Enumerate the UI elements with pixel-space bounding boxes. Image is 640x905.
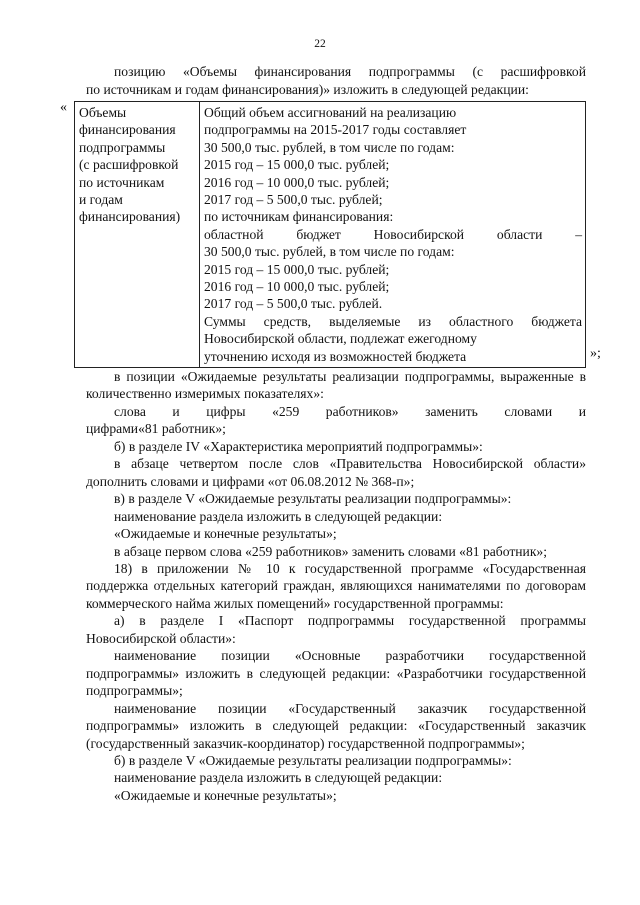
paragraph-section-name: наименование раздела изложить в следующей редакции: <box>114 508 443 524</box>
value-line: 30 500,0 тыс. рублей, в том числе по годам: <box>204 139 455 155</box>
intro-line-2: по источникам и годам финансирования)» изложить в следующей редакции: <box>86 81 529 97</box>
paragraph-expected-final-results: «Ожидаемые и конечные результаты»; <box>114 526 337 542</box>
paragraph-fourth-abzats: в абзаце четвертом после слов «Правительства Новосибирской области» дополнить словами и цифрами «от 06.08.2012 № 368-п»; <box>86 456 586 489</box>
label-line: (с расшифровкой <box>79 157 179 173</box>
label-line: подпрограммы <box>79 139 166 155</box>
label-line: и годам <box>79 192 123 208</box>
intro-paragraph <box>86 63 586 98</box>
label-line: Объемы <box>79 105 127 120</box>
value-line: 2017 год – 5 500,0 тыс. рублей. <box>204 296 383 312</box>
paragraph-section-v: в) в разделе V «Ожидаемые результаты реализации подпрограммы»: <box>114 491 512 507</box>
paragraph-section-v-2: б) в разделе V «Ожидаемые результаты реализации подпрограммы»: <box>114 752 512 768</box>
value-line: подпрограммы на 2015-2017 годы составляет <box>204 122 467 138</box>
value-line: 2015 год – 15 000,0 тыс. рублей; <box>204 261 390 277</box>
paragraph-expected-final-results-2: «Ожидаемые и конечные результаты»; <box>114 787 337 803</box>
paragraph-first-abzats: в абзаце первом слова «259 работников» заменить словами «81 работник»; <box>114 543 548 559</box>
opening-quote: « <box>60 100 67 115</box>
value-line: по источникам финансирования: <box>204 209 394 225</box>
page-number: 22 <box>314 38 326 50</box>
paragraph-section-i: а) в разделе I «Паспорт подпрограммы государственной программы Новосибирской области»: <box>86 613 586 646</box>
label-line: финансирования) <box>79 209 181 225</box>
paragraph-customer-position: наименование позиции «Государственный заказчик государственной подпрограммы» изложить в следующей редакции: «Государственный заказчик (государственный заказчик-координатор) государственной подпрограммы»; <box>86 700 586 751</box>
value-line: уточнению исходя из возможностей бюджета <box>204 348 467 364</box>
financing-table-label-cell <box>75 102 200 368</box>
paragraph-replace-words-line-1: слова и цифры «259 работников» заменить словами и <box>114 403 586 419</box>
paragraph-appendix-10: 18) в приложении № 10 к государственной программе «Государственная поддержка отдельных категорий граждан, являющихся нанимателями по договорам коммерческого найма жилых помещений» государственной программы: <box>86 560 586 611</box>
financing-table-value-cell <box>200 102 586 368</box>
value-line: областной бюджет Новосибирской области – <box>204 226 582 242</box>
value-line: 30 500,0 тыс. рублей, в том числе по годам: <box>204 244 455 260</box>
body-text <box>86 368 586 804</box>
value-line: Новосибирской области, подлежат ежегодному <box>204 331 477 347</box>
label-line: финансирования <box>79 122 176 138</box>
label-line: по источникам <box>79 174 165 190</box>
intro-line-1: позицию «Объемы финансирования подпрограммы (с расшифровкой <box>114 64 586 79</box>
paragraph-section-iv: б) в разделе IV «Характеристика мероприятий подпрограммы»: <box>114 438 483 454</box>
value-line: Суммы средств, выделяемые из областного бюджета <box>204 313 582 329</box>
value-line: Общий объем ассигнований на реализацию <box>204 105 457 120</box>
paragraph-developers-position: наименование позиции «Основные разработчики государственной подпрограммы» изложить в следующей редакции: «Разработчики государственной подпрограммы»; <box>86 648 586 699</box>
paragraph-section-name-2: наименование раздела изложить в следующей редакции: <box>114 770 443 786</box>
financing-table-row <box>75 102 586 368</box>
value-line: 2015 год – 15 000,0 тыс. рублей; <box>204 157 390 173</box>
value-line: 2016 год – 10 000,0 тыс. рублей; <box>204 279 390 295</box>
paragraph-replace-words-line-2: цифрами«81 работник»; <box>86 421 226 437</box>
value-line: 2016 год – 10 000,0 тыс. рублей; <box>204 174 390 190</box>
value-line: 2017 год – 5 500,0 тыс. рублей; <box>204 192 383 208</box>
paragraph-expected-results-position: в позиции «Ожидаемые результаты реализации подпрограммы, выраженные в количественно измеримых показателях»: <box>86 369 586 402</box>
financing-table <box>74 101 586 368</box>
closing-quote: »; <box>590 346 601 361</box>
